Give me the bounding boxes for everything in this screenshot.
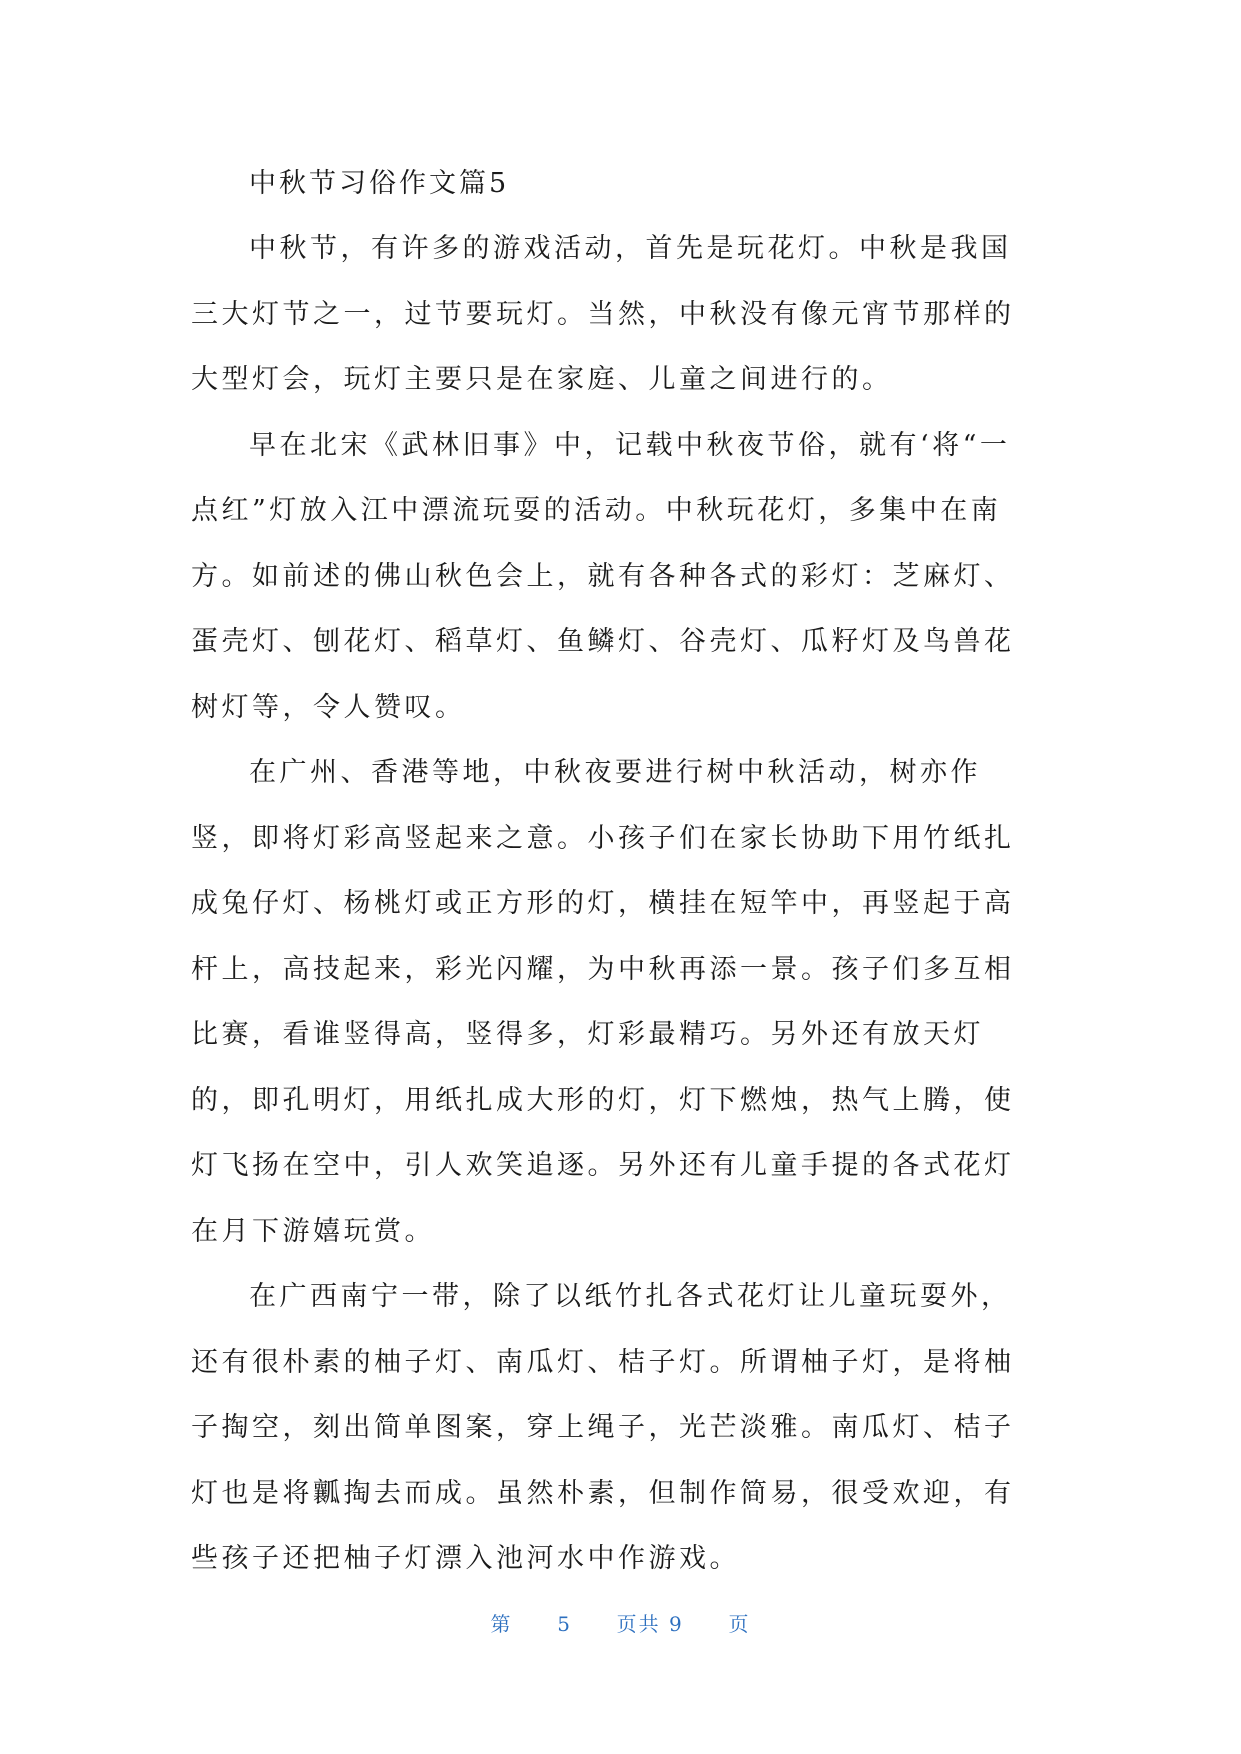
footer-total-pages: 9 xyxy=(669,1612,684,1636)
footer-current-page: 5 xyxy=(557,1612,572,1636)
paragraph-1: 中秋节，有许多的游戏活动，首先是玩花灯。中秋是我国三大灯节之一，过节要玩灯。当然，中秋没有像元宵节那样的大型灯会，玩灯主要只是在家庭、儿童之间进行的。 xyxy=(191,233,1015,395)
document-body xyxy=(191,152,1031,1592)
paragraph-4: 在广西南宁一带，除了以纸竹扎各式花灯让儿童玩耍外，还有很朴素的柚子灯、南瓜灯、桔子灯。所谓柚子灯，是将柚子掏空，刻出简单图案，穿上绳子，光芒淡雅。南瓜灯、桔子灯也是将瓤掏去而成。虽然朴素，但制作简易，很受欢迎，有些孩子还把柚子灯漂入池河水中作游戏。 xyxy=(191,1281,1015,1574)
section-heading: 中秋节习俗作文篇5 xyxy=(249,168,510,199)
page-footer xyxy=(0,1608,1241,1637)
footer-prefix: 第 xyxy=(490,1612,513,1636)
footer-middle: 页共 xyxy=(616,1612,661,1636)
paragraph-2: 早在北宋《武林旧事》中，记载中秋夜节俗，就有‘将“一点红”灯放入江中漂流玩耍的活动。中秋玩花灯，多集中在南方。如前述的佛山秋色会上，就有各种各式的彩灯：芝麻灯、蛋壳灯、刨花灯、稻草灯、鱼鳞灯、谷壳灯、瓜籽灯及鸟兽花树灯等，令人赞叹。 xyxy=(191,429,1015,723)
paragraph-3: 在广州、香港等地，中秋夜要进行树中秋活动，树亦作竖，即将灯彩高竖起来之意。小孩子们在家长协助下用竹纸扎成兔仔灯、杨桃灯或正方形的灯，横挂在短竿中，再竖起于高杆上，高技起来，彩光闪耀，为中秋再添一景。孩子们多互相比赛，看谁竖得高，竖得多，灯彩最精巧。另外还有放天灯的，即孔明灯，用纸扎成大形的灯，灯下燃烛，热气上腾，使灯飞扬在空中，引人欢笑追逐。另外还有儿童手提的各式花灯在月下游嬉玩赏。 xyxy=(191,757,1015,1247)
footer-suffix: 页 xyxy=(728,1612,751,1636)
